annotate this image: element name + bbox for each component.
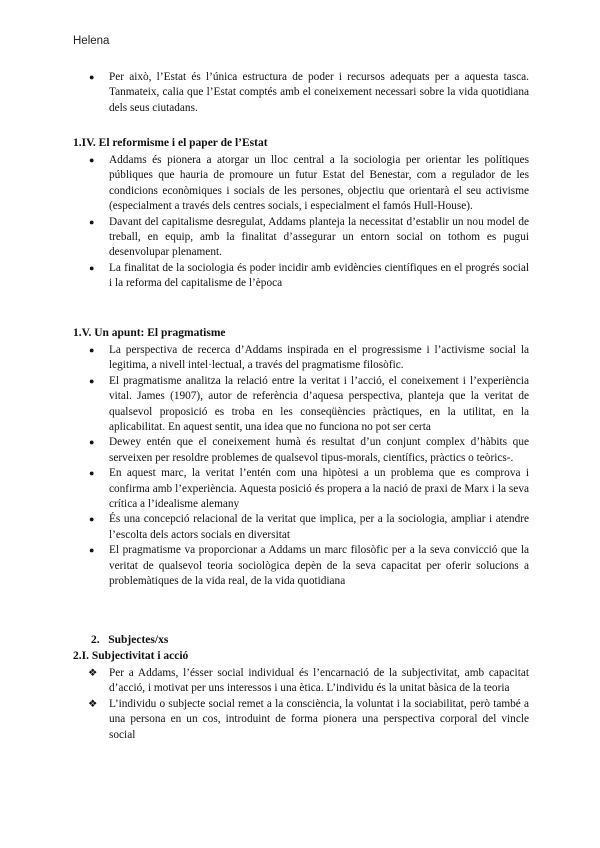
intro-bullet-list — [73, 70, 529, 116]
section-1-5 — [73, 326, 529, 590]
list-item — [73, 466, 529, 512]
bullet-icon: ● — [89, 375, 95, 386]
diamond-bullet-list — [73, 666, 529, 743]
list-item-text: Per això, l’Estat és l’única estructura de poder i recursos adequats per a aquesta tasca. Tanmateix, calia que l’Estat comptés amb el coneixement necessari sobre la vida quotidiana dels seus ciutadans. — [109, 71, 529, 114]
list-item-text: L’individu o subjecte social remet a la consciència, la voluntat i la sociabilitat, però també a una persona en un cos, introduint de forma pionera una perspectiva corporal del vincle social — [109, 697, 529, 741]
intro-list-block — [73, 70, 529, 116]
section-heading: 1.IV. El reformisme i el paper de l’Estat — [73, 137, 268, 149]
diamond-bullet-icon: ❖ — [88, 668, 98, 679]
list-item-text: La finalitat de la sociologia és poder incidir amb evidències científiques en el progrés social i la reforma del capitalisme de l’època — [109, 261, 529, 290]
section-1-4 — [73, 136, 529, 292]
list-item — [73, 512, 529, 543]
bullet-icon: ● — [89, 72, 95, 82]
section-heading: 2. Subjectes/xs — [91, 634, 169, 646]
list-item — [73, 215, 529, 261]
list-item — [73, 697, 529, 743]
bullet-icon: ● — [89, 514, 95, 525]
list-item-text: La perspectiva de recerca d’Addams inspirada en el progressisme i l’activisme social la legitima, a nivell intel·lectual, a través del pragmatisme filosòfic. — [109, 344, 529, 372]
list-item-text: Dewey entén que el coneixement humà és resultat d’un conjunt complex d’hàbits que serveixen per resoldre problemes de qualsevol tipus-morals, científics, pràctics o teòrics-. — [109, 436, 529, 464]
bullet-icon: ● — [89, 345, 95, 355]
list-item-text: El pragmatisme va proporcionar a Addams un marc filosòfic per a la seva convicció que la veritat de qualsevol teoria sociològica depèn de la seva capacitat per oferir solucions a problemàtiques de la vida real, de la vida quotidiana — [109, 544, 529, 588]
header-author: Helena — [73, 35, 110, 47]
list-item — [73, 261, 529, 292]
list-item-text: Addams és pionera a atorgar un lloc central a la sociologia per orientar les polítiques públiques que hauria de promoure un futur Estat del Benestar, com a regulador de les condicions econòmiques i socials de les persones, objectiu que orientarà el seu activisme (especialment a través dels centres socials, i especialment el famós Hull-House). — [109, 154, 529, 213]
list-item-text: Davant del capitalisme desregulat, Addams planteja la necessitat d’establir un nou model de treball, en equip, amb la finalitat d’assegurar un entorn social on tothom es pugui desenvolupar plenament. — [109, 215, 529, 259]
section-heading: 2.I. Subjectivitat i acció — [73, 650, 189, 662]
bullet-icon: ● — [89, 437, 95, 448]
bullet-list — [73, 153, 529, 292]
list-item — [73, 543, 529, 589]
section-2-1 — [73, 649, 529, 743]
bullet-icon: ● — [89, 545, 95, 556]
list-item — [73, 374, 529, 436]
list-item-text: Per a Addams, l’ésser social individual és l’encarnació de la subjectivitat, amb capacitat d’acció, i motivat per uns interessos i una ètica. L’individu és la unitat bàsica de la teoria — [109, 667, 529, 695]
bullet-icon: ● — [89, 262, 95, 273]
list-item-text: És una concepció relacional de la veritat que implica, per a la sociologia, ampliar i atendre l’escolta dels actors socials en diversitat — [109, 513, 529, 541]
list-item — [73, 70, 529, 116]
list-item — [73, 435, 529, 466]
bullet-list — [73, 343, 529, 590]
list-item-text: En aquest marc, la veritat l’entén com una hipòtesi a un problema que es comprova i confirma amb l’experiència. Aquesta posició és propera a la nació de praxi de Marx i la seva crítica a l’idealisme alemany — [109, 467, 529, 511]
list-item — [73, 343, 529, 374]
list-item — [73, 153, 529, 215]
bullet-icon: ● — [89, 216, 95, 227]
section-2 — [73, 633, 529, 648]
list-item-text: El pragmatisme analitza la relació entre la veritat i l’acció, el coneixement i l’experiència vital. James (1907), autor de referència d’aquesa perspectiva, planteja que la veritat de qualsevol proposició es troba en les conseqüències pràctiques, en la utilitat, en la aplicabilitat. En aquest sentit, una idea que no funciona no pot ser certa — [109, 374, 529, 434]
bullet-icon: ● — [89, 155, 95, 165]
diamond-bullet-icon: ❖ — [88, 698, 98, 710]
section-heading: 1.V. Un apunt: El pragmatisme — [73, 327, 226, 339]
list-item — [73, 666, 529, 697]
bullet-icon: ● — [89, 468, 95, 479]
